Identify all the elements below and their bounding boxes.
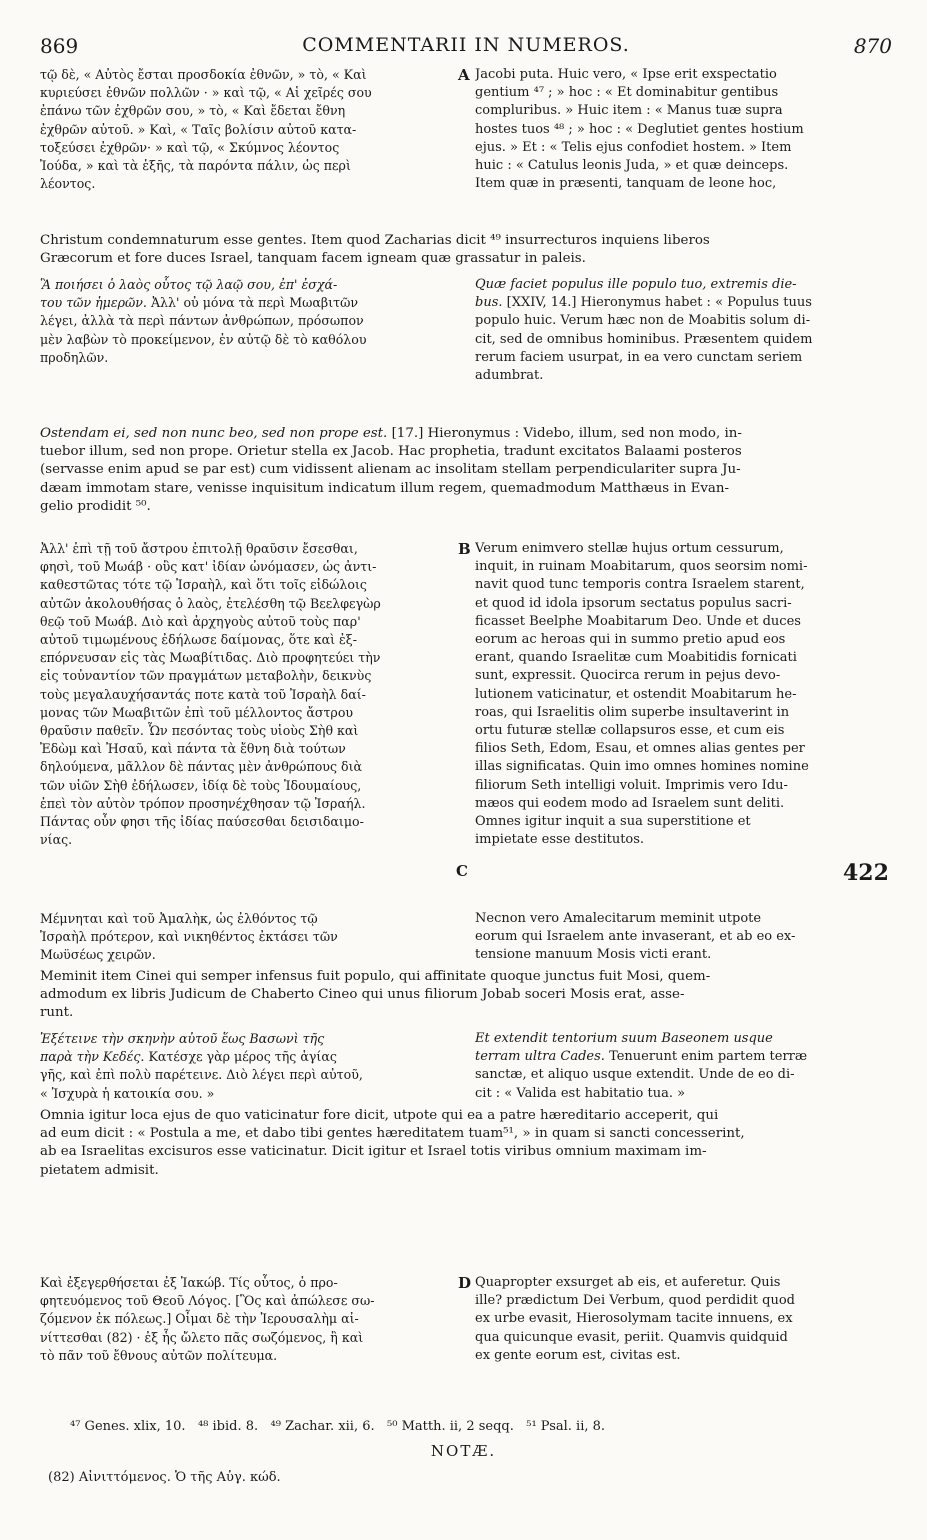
- margin-marker-d: D: [458, 1274, 472, 1292]
- lemma-ostendam: Ostendam ei, sed non nunc beo, sed non prope est.: [40, 426, 388, 441]
- full-width-paragraph-4: Omnia igitur loca ejus de quo vaticinatur fore dicit, utpote qui ea a patre hæreditario acceperit, qui ad eum dicit : « Postula a me, et dabo tibi gentes hæreditatem tuam⁵¹, » in quam si sancti concesserint, ab ea Israelitas excisuros esse vaticinatur. Dicit igitur et Israel totis viribus omnium maximam im- pietatem admisit.: [40, 1108, 745, 1178]
- greek-column-block-2: [40, 276, 455, 367]
- greek-column-block-5: [40, 1030, 455, 1103]
- greek-lemma-1: Ἃ ποιήσει ὁ λαὸς οὗτος τῷ λαῷ σου, ἐπ' ἐσχά- του τῶν ἡμερῶν.: [40, 277, 338, 311]
- full-width-paragraph-3: Meminit item Cinei qui semper infensus fuit populo, qui affinitate quoque junctus fuit Mosi, quem- admodum ex libris Judicum de Chaberto Cineo qui unus filiorum Jobab soceri Mosis erat, asse- runt.: [40, 969, 711, 1021]
- greek-column-block-1: τῷ δὲ, « Αὐτὸς ἔσται προσδοκία ἐθνῶν, » τὸ, « Καὶ κυριεύσει ἐθνῶν πολλῶν · » καὶ τῷ, « Αἱ χεῖρές σου ἐπάνω τῶν ἐχθρῶν σου, » τὸ, « Καὶ ἔδεται ἔθνη ἐχθρῶν αὐτοῦ. » Καὶ, « Ταῖς βολίσιν αὐτοῦ κατα- τοξεύσει ἐχθρῶν· » καὶ τῷ, « Σκύμνος λέοντος Ἰούδα, » καὶ τὰ ἑξῆς, τὰ παρόντα πάλιν, ὡς περὶ λέοντος.: [40, 67, 372, 192]
- running-title: COMMENTARII IN NUMEROS.: [302, 34, 630, 56]
- latin-column-block-2: [475, 276, 895, 385]
- latin-column-block-1: Jacobi puta. Huic vero, « Ipse erit exspectatio gentium ⁴⁷ ; » hoc : « Et dominabitur gentibus compluribus. » Huic item : « Manus tuæ supra hostes tuos ⁴⁸ ; » hoc : « Deglutiet gentes hostium ejus. » Et : « Telis ejus confodiet hostem. » Item huic : « Catulus leonis Juda, » et quæ deinceps. Item quæ in præsenti, tanquam de leone hoc,: [475, 67, 804, 192]
- latin-column-block-3: Verum enimvero stellæ hujus ortum cessurum, inquit, in ruinam Moabitarum, quos seorsim nomi- navit quod tunc temporis contra Israelem starent, et quod id idola ipsorum sectatus populus sacri- ficasset Beelphe Moabitarum Deo. Unde et duces eorum ac heroas qui in summo pretio apud eos erant, quando Israelitæ cum Moabitidis fornicati sunt, expressit. Quocirca rerum in pejus devo- lutionem vaticinatur, et ostendit Moabitarum he- roas, qui Israelitis olim superbe insultaverint in ortu futuræ stellæ collapsuros esse, et cum eis filios Seth, Edom, Esau, et omnes alias gentes per illas significatas. Quin imo omnes homines nomine filiorum Seth intelligi voluit. Imprimis vero Idu- mæos qui eodem modo ad Israelem sunt deliti. Omnes igitur inquit a sua superstitione et impietate esse destitutos.: [475, 541, 809, 848]
- column-number-422: 422: [843, 860, 889, 886]
- notae-heading: NOTÆ.: [430, 1442, 497, 1460]
- full-width-paragraph-2: [40, 425, 892, 516]
- page-number-left: 869: [40, 34, 79, 58]
- latin-lemma-2: Et extendit tentorium suum Baseonem usque terram ultra Cades.: [475, 1031, 773, 1065]
- page-header: [40, 28, 892, 62]
- greek-text-2: Ἀλλ' οὐ μόνα τὰ περὶ Μωαβιτῶν λέγει, ἀλλὰ τὰ περὶ πάντων ἀνθρώπων, πρόσωπον μὲν λαβὼν τὸ προκείμενον, ἐν αὐτῷ δὲ τὸ καθόλου προδηλῶν.: [40, 295, 367, 365]
- margin-marker-a: A: [458, 66, 470, 84]
- latin-column-block-5: [475, 1030, 895, 1103]
- full-width-paragraph-1: Christum condemnaturum esse gentes. Item quod Zacharias dicit ⁴⁹ insurrecturos inquiens liberos Græcorum et fore duces Israel, tanquam facem igneam quæ grassatur in paleis.: [40, 233, 710, 267]
- footnotes: ⁴⁷ Genes. xlix, 10. ⁴⁸ ibid. 8. ⁴⁹ Zachar. xii, 6. ⁵⁰ Matth. ii, 2 seqq. ⁵¹ Psal. ii, 8.: [70, 1419, 606, 1434]
- latin-column-block-4: Necnon vero Amalecitarum meminit utpote eorum qui Israelem ante invaserant, et ab eo ex- tensione manuum Mosis victi erant.: [475, 911, 796, 963]
- margin-marker-b: B: [458, 540, 471, 558]
- paragraph-hieronymus: [17.] Hieronymus : Videbo, illum, sed non modo, in- tuebor illum, sed non prope. Orietur stella ex Jacob. Hac prophetia, tradunt excitatos Balaami posteros (servasse enim apud se par est) cum vidissent alienam ac insolitam stellam perpendiculariter supra Ju- dæam immotam stare, venisse inquisitum indicatum illum regem, quemadmodum Matthæus in Evan- gelio prodidit ⁵⁰.: [40, 426, 742, 514]
- page-number-right: 870: [853, 34, 892, 58]
- greek-column-block-3: Ἀλλ' ἐπὶ τῇ τοῦ ἄστρου ἐπιτολῇ θραῦσιν ἔσεσθαι, φησὶ, τοῦ Μωάβ · οὓς κατ' ἰδίαν ὠνόμασεν, ὡς ἀντι- καθεστῶτας τότε τῷ Ἰσραὴλ, καὶ ὅτι τοῖς εἰδώλοις αὐτῶν ἀκολουθήσας ὁ λαὸς, ἐτελέσθη τῷ Βεελφεγὼρ θεῷ τοῦ Μωάβ. Διὸ καὶ ἀρχηγοὺς αὐτοῦ τοὺς παρ' αὐτοῦ τιμωμένους ἐδήλωσε δαίμονας, ὅτε καὶ ἐξ- επόρνευσαν εἰς τὰς Μωαβίτιδας. Διὸ προφητεύει τὴν εἰς τοὐναντίον τῶν πραγμάτων μεταβολὴν, δεικνὺς τοὺς μεγαλαυχήσαντάς ποτε κατὰ τοῦ Ἰσραὴλ δαί- μονας τῶν Μωαβιτῶν ἐπὶ τοῦ μέλλοντος ἄστρου θραῦσιν παθεῖν. Ὧν πεσόντας τοὺς υἱοὺς Σὴθ καὶ Ἐδὼμ καὶ Ἠσαῦ, καὶ πάντα τὰ ἔθνη διὰ τούτων δηλούμενα, μᾶλλον δὲ πάντας μὲν ἀνθρώπους διὰ τῶν υἱῶν Σὴθ ἐδήλωσεν, ἰδίᾳ δὲ τοὺς Ἰδουμαίους, ἐπεὶ τὸν αὐτὸν τρόπον προσηνέχθησαν τῷ Ἰσραήλ. Πάντας οὖν φησι τῆς ἰδίας παύσεσθαι δεισιδαιμο- νίας.: [40, 541, 381, 848]
- greek-lemma-2: Ἐξέτεινε τὴν σκηνὴν αὐτοῦ ἕως Βασωνὶ τῆς παρὰ τὴν Κεδές.: [40, 1031, 325, 1065]
- note-82: (82) Αἰνιττόμενος. Ὁ τῆς Αὐγ. κώδ.: [48, 1470, 281, 1485]
- latin-column-block-6: Quapropter exsurget ab eis, et auferetur. Quis ille? prædictum Dei Verbum, quod perdidit quod ex urbe evasit, Hierosolymam tacite innuens, ex qua quicunque evasit, periit. Quamvis quidquid ex gente eorum est, civitas est.: [475, 1275, 795, 1363]
- greek-text-5: Κατέσχε γὰρ μέρος τῆς ἁγίας γῆς, καὶ ἐπὶ πολὺ παρέτεινε. Διὸ λέγει περὶ αὐτοῦ, « Ἰσχυρὰ ἡ κατοικία σου. »: [40, 1049, 363, 1101]
- greek-column-block-6: Καὶ ἐξεγερθήσεται ἐξ Ἰακώβ. Τίς οὗτος, ὁ προ- φητευόμενος τοῦ Θεοῦ Λόγος. [Ὃς καὶ ἀπώλεσε σω- ζόμενον ἐκ πόλεως.] Οἶμαι δὲ τὴν Ἱερουσαλὴμ αἰ- νίττεσθαι (82) · ἐξ ἧς ὤλετο πᾶς σωζόμενος, ἢ καὶ τὸ πᾶν τοῦ ἔθνους αὐτῶν πολίτευμα.: [40, 1275, 375, 1363]
- greek-column-block-4: Μέμνηται καὶ τοῦ Ἀμαλὴκ, ὡς ἐλθόντος τῷ Ἰσραὴλ πρότερον, καὶ νικηθέντος ἐκτάσει τῶν Μωϋσέως χειρῶν.: [40, 911, 338, 963]
- margin-marker-c: C: [456, 862, 468, 880]
- latin-lemma-1: Quæ faciet populus ille populo tuo, extremis die- bus.: [475, 277, 797, 311]
- latin-text-5: Tenuerunt enim partem terræ sanctæ, et aliquo usque extendit. Unde de eo di- cit : « Valida est habitatio tua. »: [475, 1049, 808, 1101]
- latin-text-2: [XXIV, 14.] Hieronymus habet : « Populus tuus populo huic. Verum hæc non de Moabitis solum di- cit, sed de omnibus hominibus. Præsentem quidem rerum faciem usurpat, in ea vero cunctam seriem adumbrat.: [475, 295, 813, 384]
